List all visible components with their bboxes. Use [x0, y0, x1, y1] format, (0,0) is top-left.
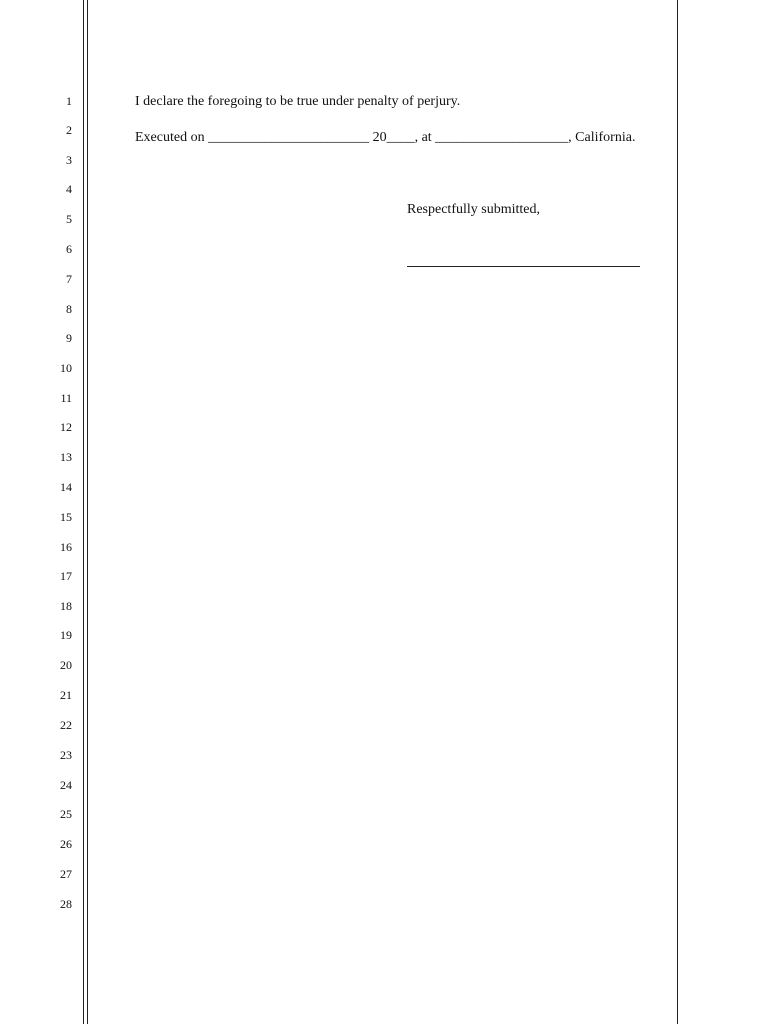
left-margin-rule-inner	[87, 0, 88, 1024]
line-number: 17	[60, 569, 72, 583]
line-number: 2	[66, 123, 72, 137]
line-number: 5	[66, 212, 72, 226]
line-number: 18	[60, 599, 72, 613]
line-number: 1	[66, 94, 72, 108]
line-number: 16	[60, 540, 72, 554]
line-number: 26	[60, 837, 72, 851]
left-margin-rule	[83, 0, 84, 1024]
line-number: 12	[60, 420, 72, 434]
line-number: 9	[66, 331, 72, 345]
line-number: 11	[60, 391, 72, 405]
line-number: 8	[66, 302, 72, 316]
declaration-text: I declare the foregoing to be true under penalty of perjury.	[135, 94, 461, 109]
line-number: 23	[60, 748, 72, 762]
line-number: 20	[60, 658, 72, 672]
line-number: 19	[60, 628, 72, 642]
line-number: 22	[60, 718, 72, 732]
closing-text: Respectfully submitted,	[407, 202, 540, 217]
line-number: 28	[60, 897, 72, 911]
line-number: 6	[66, 242, 72, 256]
line-number: 13	[60, 450, 72, 464]
line-number: 21	[60, 688, 72, 702]
line-number: 3	[66, 153, 72, 167]
right-margin-rule	[677, 0, 678, 1024]
line-numbers	[0, 0, 76, 1024]
line-number: 10	[60, 361, 72, 375]
executed-line: Executed on _______________________ 20____, at ___________________, California.	[135, 130, 636, 145]
line-number: 7	[66, 272, 72, 286]
line-number: 27	[60, 867, 72, 881]
line-number: 24	[60, 778, 72, 792]
line-number: 14	[60, 480, 72, 494]
line-number: 15	[60, 510, 72, 524]
signature-line	[407, 266, 640, 267]
line-number: 4	[66, 182, 72, 196]
line-number: 25	[60, 807, 72, 821]
